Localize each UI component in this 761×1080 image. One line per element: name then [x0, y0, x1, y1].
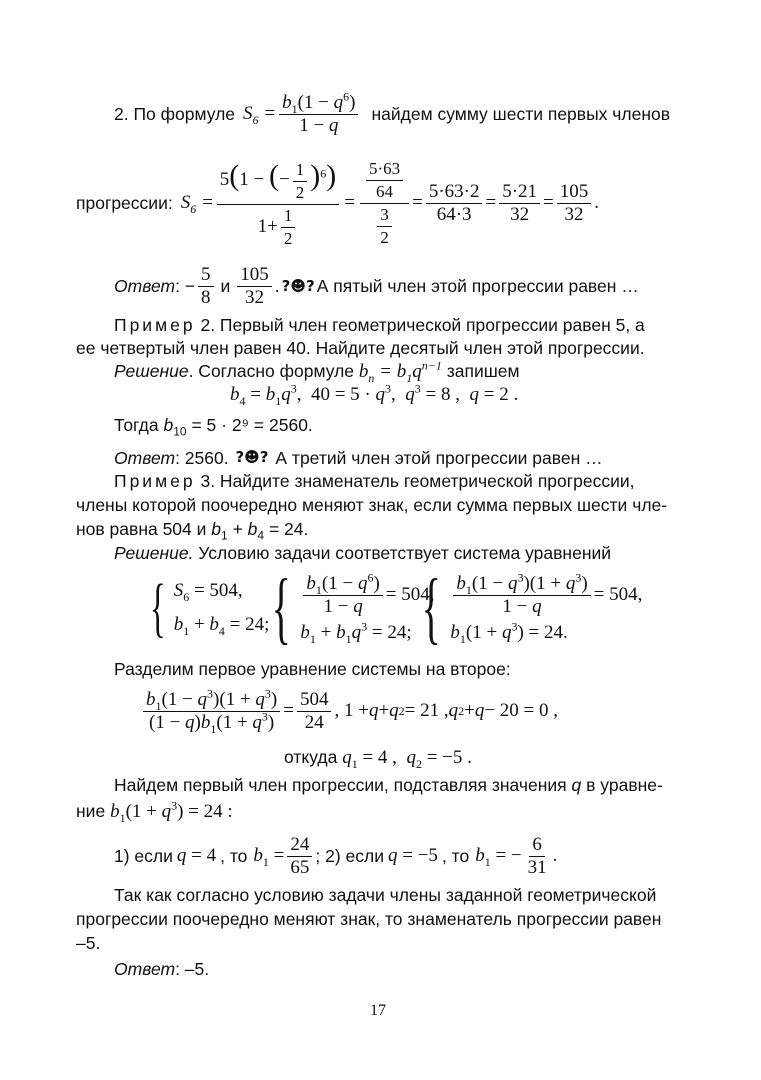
example3-solution-label: Решение. [114, 543, 194, 563]
whence-label: откуда [284, 747, 338, 767]
example2-line2: ее четвертый член равен 40. Найдите десятый член этой прогрессии. [76, 338, 645, 358]
find-first-text3: ние [76, 801, 106, 821]
example2-solution-label: Решение [114, 361, 189, 381]
system-1: { $S_6 = 504$, $b_1 + b_4 = 24$; [149, 571, 270, 644]
system-2: { $\frac{b_1(1 - q^6)}{1 - q}$ = 504, $b_1 + b_1q^3 = 24$; [271, 564, 435, 652]
example3-answer-line [114, 958, 209, 980]
calc-result: $\frac{105}{32}$ [557, 181, 592, 226]
answer1-and: и [220, 276, 231, 296]
example2-text1: 2. Первый член геометрической прогрессии равен 5, а [200, 315, 645, 335]
calc-big-fraction: 5(1 − (− $\frac{1}{2}$ )$^6$) 1+ $\frac{1}{2}$ [217, 156, 339, 249]
example3-line1 [114, 470, 635, 492]
example2-solution-line [114, 360, 520, 383]
find-first-text2: в уравне- [586, 775, 663, 795]
example3-text3-tail: = 24. [268, 519, 309, 539]
conclusion-line1: Так как согласно условию задачи члены заданной геометрической [114, 885, 657, 905]
conclusion-line2: прогрессии поочередно меняют знак, то знаменатель прогрессии равен [76, 909, 662, 929]
example2-equations: $b_4 = b_1q^3$, $40 = 5 \cdot q^3$, $q^3 = 8$ , q = 2 . [230, 381, 519, 408]
formula-s6-fraction: $\frac{b_1(1 - q^6)}{1 - q}$ [279, 92, 358, 137]
find-first-line1: Найдем первый член прогрессии, подставляя значения q в уравне- [114, 775, 663, 795]
p2-calc-label: прогрессии: [76, 193, 173, 213]
example3-answer-label: Ответ [114, 959, 176, 979]
formula-bn: $b_n = b_1q^{n-1}$ [358, 358, 442, 385]
question-person-icon: ?☻? [235, 448, 269, 466]
calc-step-4: $\frac{5\cdot 21}{32}$ [499, 181, 540, 226]
p2-intro-prefix: 2. По формуле [114, 104, 236, 124]
answer1-fraction-b: $\frac{105}{32}$ [237, 264, 272, 309]
answer1-fraction-a: $\frac{5}{8}$ [198, 264, 214, 309]
example3-text3: нов равна 504 и [76, 519, 207, 539]
example2-head: Пример [114, 315, 196, 335]
example3-solution-text: Условию задачи соответствует система уравнений [198, 543, 612, 563]
example3-divide-line: Разделим первое уравнение системы на второе: [114, 659, 511, 679]
question-person-icon: ?☻? [281, 277, 315, 295]
division-equation: $\frac{b_1(1 - q^3)(1 + q^3)}{(1 - q)b_1(1 + q^3)}$ = $\frac{504}{24}$ , 1 + q + q 2 = 21 , q 2 + q − 20 = 0 , [140, 680, 558, 742]
example2-line1 [114, 314, 645, 336]
example2-solution-tail: запишем [446, 361, 520, 381]
conclusion-line3: –5. [76, 933, 101, 953]
example2-then-result: = 5 · 2⁹ = 2560. [191, 415, 313, 435]
page-number: 17 [370, 1002, 386, 1019]
calc-nested-fraction: $\frac{\frac{5\cdot 63}{64}}{\frac{3}{2}}$ [360, 158, 409, 249]
example3-answer-value: : –5. [175, 959, 210, 979]
example2-answer-label: Ответ [114, 448, 176, 468]
example3-line3: нов равна 504 и $b_1 + b_4 = 24$. [76, 519, 309, 543]
example3-head: Пример [114, 471, 196, 491]
example2-then: Тогда [114, 415, 159, 435]
find-first-text1: Найдем первый член прогрессии, подставляя значения [114, 775, 567, 795]
calc-s6: $S_6$ = [180, 192, 214, 216]
case-then-1: , то [220, 846, 248, 866]
example2-then-line: Тогда $b_{10} = 5 \cdot 2^9 = 2560$. [114, 415, 313, 439]
answer1-label: Ответ [114, 276, 176, 296]
example3-solution-line [114, 542, 611, 564]
case1-label: 1) если [114, 846, 173, 866]
example3-text1: 3. Найдите знаменатель геометрической прогрессии, [200, 471, 635, 491]
p2-calc-line: прогрессии: $S_6$ = 5(1 − (− $\frac{1}{2}$ )$^6$) 1+ $\frac{1}{2}$ = $\frac{\frac{5\cdot 63}{64}}{\frac{3}{2}}$ = $\frac{5\cdot 63\cdot 2}{64\cdot 3}$ = $\frac{5\cdot 21}{32}$ = $\frac{105}{32}$ . [76, 148, 599, 258]
answer1-question: А пятый член этой прогрессии равен … [316, 276, 639, 296]
case-then-2: , то [441, 846, 470, 866]
example3-line2: члены которой поочередно меняют знак, если сумма первых шести чле- [76, 495, 668, 515]
example2-solution-text: . Согласно формуле [188, 361, 355, 381]
p2-intro-line [114, 89, 671, 136]
answer1-line: Ответ : − $\frac{5}{8}$ и $\frac{105}{32}$ . ?☻? А пятый член этой прогрессии равен … [114, 263, 639, 308]
system-3: { $\frac{b_1(1 - q^3)(1 + q^3)}{1 - q}$ = 504, $b_1(1 + q^3) = 24$. [421, 564, 643, 652]
case2-label: ; 2) если [315, 846, 384, 866]
calc-step-3: $\frac{5\cdot 63\cdot 2}{64\cdot 3}$ [426, 181, 483, 226]
example2-answer-line [114, 446, 603, 469]
cases-line: 1) если q = 4 , то $b_1$ = $\frac{24}{65}$ ; 2) если q = −5 , то $b_1$ = − $\frac{6}{31}$ . [114, 833, 558, 878]
find-first-line2: ние $b_1(1 + q^3) = 24$ : [76, 798, 233, 825]
p2-intro-suffix: найдем сумму шести первых членов [371, 104, 671, 124]
example2-question: А третий член этой прогрессии равен … [275, 448, 603, 468]
formula-s6: $S_6$ = [243, 103, 277, 127]
example2-answer-value: : 2560. [175, 448, 229, 468]
whence-line: откуда $q_1 = 4$ , $q_2 = -5$ . [284, 747, 472, 771]
